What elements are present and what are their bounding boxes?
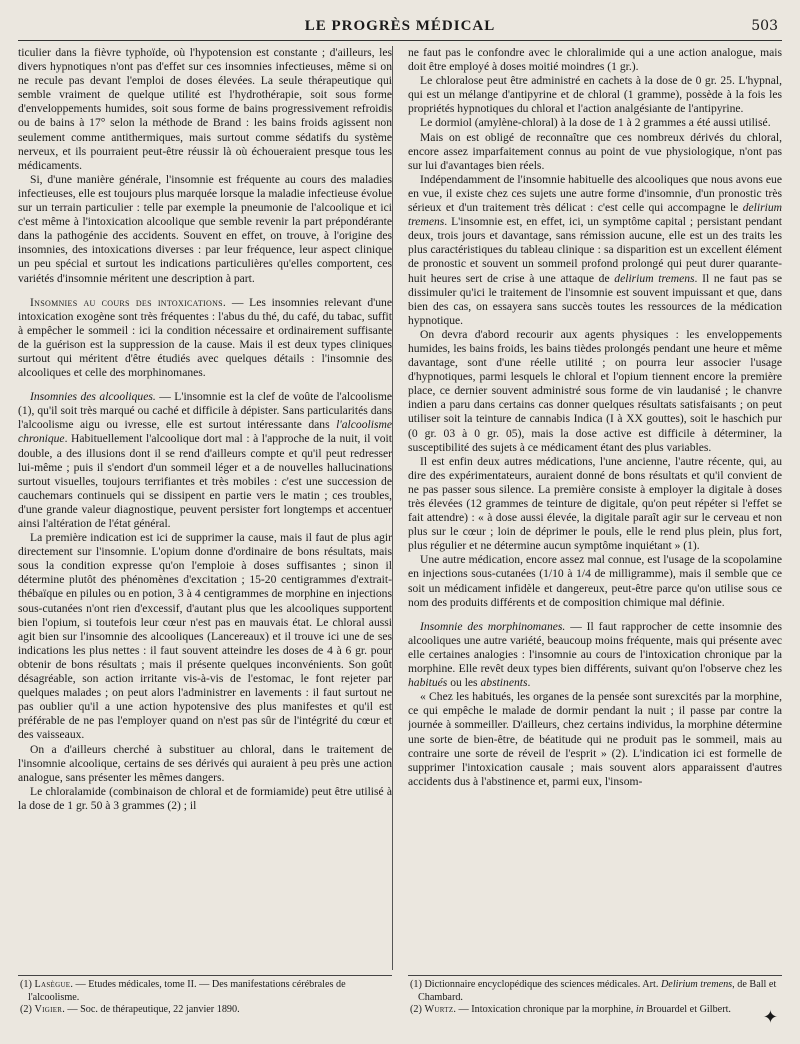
paragraph: ticulier dans la fièvre typhoïde, où l'hypotension est constante ; d'ailleurs, les divers hypnotiques n'ont pas d'effet sur ces insomnies infectieuses, même si on ne recule pas devant l'emploi de doses élevées. La seule thérapeutique qui semble vraiment de quelque utilité est l'hydrothérapie, soit sous forme d'enveloppements humides, soit sous forme de bains progressivement refroidis ou de bains à 17° selon la méthode de Brand : les bains froids agissent non seulement comme antithermiques, mais surtout comme sédatifs du système nerveux, et ils pourraient peut-être réussir là où échoueraient presque tous les médicaments. — [18, 46, 392, 172]
paragraph: Le chloralamide (combinaison de chloral et de formiamide) peut être utilisé à la dose de 1 gr. 50 à 3 grammes (2) ; il — [18, 784, 392, 812]
body-columns — [18, 46, 782, 970]
paragraph: Le chloralose peut être administré en cachets à la dose de 0 gr. 25. L'hypnal, qui est un mélange d'antipyrine et de chloral (1 gramme), possède à la fois les propriétés hypnotiques du chloral et l'action analgésiante de l'antipyrine. — [408, 74, 782, 116]
section-heading: Insomnie des morphinomanes. — [420, 619, 566, 633]
footnote: (1) Dictionnaire encyclopédique des sciences médicales. Art. Delirium tremens, de Ball et Chambard. — [410, 979, 777, 1003]
column-divider — [392, 46, 393, 970]
paragraph: Il est enfin deux autres médications, l'une ancienne, l'autre récente, qui, au dire des expérimentateurs, auraient donné de bons résultats et qu'il convient de ne pas passer sous silence. La première consiste à employer la digitale à doses très élevées (12 grammes de teinture de digitale, qu'on peut répéter si l'effet se fait attendre) : « à dose aussi élevée, la digitale paraît agir sur le cerveau et non plus sur le cœur ; loin de déprimer le pouls, elle le rend plus plein, plus fort, plus régulier et ne détermine aucun symptôme inquiétant » (1). — [408, 454, 782, 553]
paragraph: Le dormiol (amylène-chloral) à la dose de 1 à 2 grammes a été aussi utilisé. — [420, 116, 771, 130]
paragraph: Mais on est obligé de reconnaître que ces nombreux dérivés du chloral, encore assez imparfaitement connus au point de vue physiologique, n'ont pas sur lui d'avantages bien réels. — [408, 130, 782, 172]
footnotes-left — [18, 975, 392, 1025]
page-header — [18, 14, 782, 38]
right-column — [408, 46, 782, 970]
header-rule — [18, 40, 782, 41]
section-heading: Insomnies au cours des intoxications. — [30, 295, 227, 309]
footnote: (1) Lasègue. — Etudes médicales, tome II. — Des manifestations cérébrales de l'alcoolisme. — [20, 979, 346, 1003]
footnotes — [18, 975, 782, 1025]
paragraph: Une autre médication, encore assez mal connue, est l'usage de la scopolamine en injections sous-cutanées (1/10 à 1/4 de milligramme), mais il semble que ce soit un médicament infidèle et dangereux, peut-être parce qu'on utilise sous ce nom des produits différents et de composition chimique mal définie. — [408, 553, 782, 609]
paragraph: ne faut pas le confondre avec le chloralimide qui a une action analogue, mais doit être employé à doses moitié moindres (1 gr.). — [408, 46, 782, 74]
paragraph: On devra d'abord recourir aux agents physiques : les enveloppements humides, les bains froids, les bains tièdes prolongés pendant une heure et même davantage, sont d'une réelle utilité ; on pourra leur associer l'usage d'hypnotiques, parmi lesquels le chloral et l'opium tiennent encore la première place, ce dernier souvent administré sous forme de vin laudanisé ; le chanvre indien a paru dans certains cas donner quelques résultats satisfaisants ; on peut utiliser soit la teinture de cannabis Indica (I à XX gouttes), soit le haschich pur (0 gr. 03 à 0 gr. 05), mais la dose active est difficile à déterminer, la susceptibilité des sujets à ce médicament étant des plus variables. — [408, 327, 782, 454]
paragraph: La première indication est ici de supprimer la cause, mais il faut de plus agir directement sur l'insomnie. L'opium donne d'ordinaire de bons résultats, mais sous la condition expresse qu'on l'emploie à doses suffisantes ; sinon il détermine plutôt des phénomènes d'excitation ; 15-20 centigrammes d'extrait-thébaïque en pilules ou en potion, 3 à 4 centigrammes de morphine en injections sous-cutanées n'ont rien d'excessif, d'autant plus que les alcooliques supportent bien l'opium, si toutefois leur cœur n'est pas en mauvais état. Le chloral aussi agit bien sur l'insomnie des alcooliques (Lancereaux) et il trouve ici une de ses indications les plus nettes : il faut souvent atteindre les doses de 4 à 6 gr. pour obtenir de bons résultats ; mais il présente quelques inconvénients. Son goût désagréable, son action irritante vis-à-vis de l'estomac, le font rejeter par quelques malades ; on peut alors l'administrer en lavements : il faut surtout ne pas oublier qu'il a une action hypotensive des plus manifestes et qu'il est préférable de ne pas l'employer quand on n'est pas sûr de l'intégrité du cœur et des vaisseaux. — [18, 531, 392, 742]
paragraph: Insomnies au cours des intoxications. — Les insomnies relevant d'une intoxication exogène sont très fréquentes : l'abus du thé, du café, du tabac, suffit à empêcher le sommeil : ici la condition nécessaire et ordinairement suffisante de la guérison est la suppression de la cause. Mais il est deux types cliniques surtout qui méritent d'être étudiés avec quelques détails : l'insomnie des alcooliques et celle des morphinomanes. — [18, 295, 392, 380]
paragraph: Insomnies des alcooliques. — L'insomnie est la clef de voûte de l'alcoolisme (1), qu'il soit très marqué ou caché et difficile à dépister. Sans particularités dans l'alcoolisme aigu ou ivresse, elle est surtout intéressante dans l'alcoolisme chronique. Habituellement l'alcoolique dort mal : à l'approche de la nuit, il voit double, a des illusions dont il se rend d'ailleurs compte et qu'il peut redresser lui-même ; puis il s'endort d'un sommeil léger et a de nouvelles hallucinations surtout visuelles, toujours terrifiantes et très mobiles : c'est une succession de cauchemars continuels qui se dissipent en partie vers le matin ; ces troubles, d'une grande valeur diagnostique, peuvent persister fort longtemps et accentuer ainsi l'altération de l'état général. — [18, 390, 392, 530]
footnotes-right — [408, 975, 782, 1025]
footnote: (2) Vigier. — Soc. de thérapeutique, 22 janvier 1890. — [20, 1004, 240, 1015]
left-column — [18, 46, 392, 970]
paragraph: On a d'ailleurs cherché à substituer au chloral, dans le traitement de l'insomnie alcoolique, certains de ses dérivés qui auraient à peu près une action analogue, sans présenter les mêmes dangers. — [18, 742, 392, 784]
paragraph: « Chez les habitués, les organes de la pensée sont surexcités par la morphine, ce qui empêche le malade de dormir pendant la nuit ; il passe par contre la journée à sommeiller. D'ailleurs, chez certains individus, la morphine détermine une sorte de bien-être, de béatitude qui ne produit pas le sommeil, mais au contraire une sorte de réveil de l'esprit » (2). L'indication ici est formelle de supprimer l'intoxication causale ; mais souvent alors apparaissent d'autres accidents dus à l'abstinence et, parmi eux, l'insom- — [408, 690, 782, 788]
page-number: 503 — [751, 18, 778, 34]
paragraph: Insomnie des morphinomanes. — Il faut rapprocher de cette insomnie des alcooliques une autre variété, beaucoup moins fréquente, mais qui présente avec elle certaines analogies : l'insomnie au cours de l'intoxication chronique par la morphine. Elle revêt deux types bien différents, suivant qu'on l'observe chez les habitués ou les abstinents. — [408, 619, 782, 690]
fleuron-ornament-icon: ✦ — [762, 1007, 778, 1028]
section-heading: Insomnies des alcooliques. — [30, 390, 156, 404]
footnote: (2) Wurtz. — Intoxication chronique par la morphine, in Brouardel et Gilbert. — [410, 1004, 731, 1015]
paragraph: Indépendamment de l'insomnie habituelle des alcooliques que nous avons eue en vue, il existe chez ces sujets une autre forme d'insomnie, d'un pronostic très sérieux et d'un traitement très délicat : c'est celle qui accompagne le delirium tremens. L'insomnie est, en effet, ici, un symptôme capital ; persistant pendant deux, trois jours et davantage, sans rémission aucune, elle est un des traits les plus caractéristiques du tableau clinique : sa disparition est un excellent élément de pronostic et souvent un sommeil profond prolongé qui peut durer quarante-huit heures sert de crise à une attaque de delirium tremens. Il ne faut pas se dissimuler qu'ici le traitement de l'insomnie est souvent impuissant et que, dans bien des cas, on essayera sans succès toutes les ressources de la médication hypnotique. — [408, 172, 782, 327]
paragraph: Si, d'une manière générale, l'insomnie est fréquente au cours des maladies infectieuses, elle est toujours plus marquée lorsque la maladie infectieuse évolue sur un terrain particulier : telle par exemple la pneumonie de l'alcoolique et ici c'est même à l'intoxication alcoolique que semble revenir la part prépondérante dans la pathogénie des accidents. Souvent en effet, on trouve, à l'origine des insomnies, des intoxications diverses : par leur fréquence, leur aspect clinique un peu spécial et surtout les indications particulières qu'elles comportent, ces variétés d'insomnie méritent une description à part. — [18, 172, 392, 285]
running-head-title: LE PROGRÈS MÉDICAL — [304, 18, 496, 34]
